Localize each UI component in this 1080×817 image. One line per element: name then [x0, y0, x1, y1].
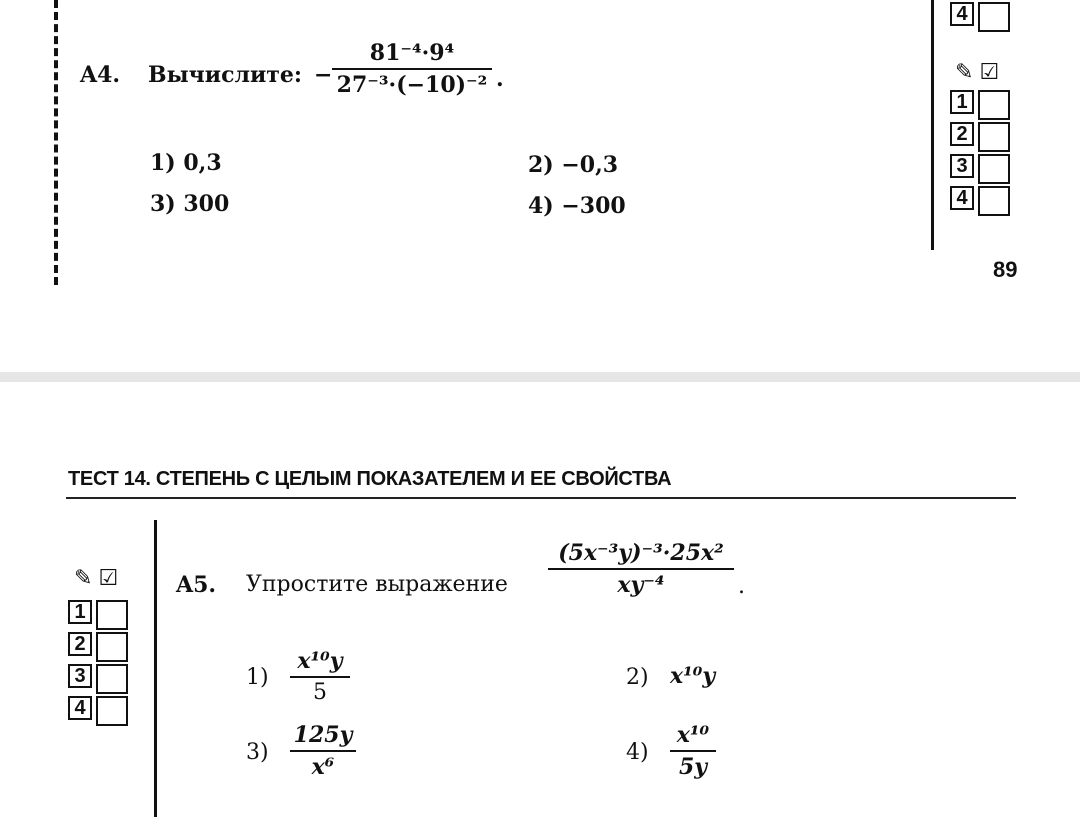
answer-checkbox-3[interactable] [96, 664, 128, 694]
fraction-bar [290, 750, 356, 752]
fraction-numerator: (5x⁻³y)⁻³·25x² [558, 540, 724, 566]
answer-grid-header [955, 62, 999, 84]
fraction-numerator: 81⁻⁴·9⁴ [369, 40, 455, 66]
fraction-denominator: x⁶ [311, 754, 335, 780]
page-separator [0, 372, 1080, 382]
fraction-numerator: x¹⁰ [676, 722, 710, 748]
answer-option-2: 2) −0,3 [528, 152, 619, 178]
fraction-denominator: 27⁻³·(−10)⁻² [336, 72, 488, 98]
answer-label-3: 3) [246, 740, 269, 765]
pencil-crossed-icon: ✎ [955, 60, 974, 85]
question-label-a4: A4. [80, 62, 121, 88]
answer-option-1-fraction [290, 648, 350, 705]
number-box-3: 3 [68, 664, 92, 688]
page-number: 89 [993, 257, 1018, 282]
title-underline [66, 497, 1016, 499]
number-box-1: 1 [950, 90, 974, 114]
fraction-bar [332, 68, 492, 70]
question-label-a5: A5. [176, 572, 217, 598]
answer-grid-top-partial [950, 2, 1010, 34]
answer-column-divider [931, 0, 934, 250]
pencil-crossed-icon: ✎ [74, 566, 93, 591]
answer-label-1: 1) [246, 665, 269, 690]
fraction-bar [670, 750, 716, 752]
page-bottom [0, 382, 1080, 817]
number-box-2: 2 [68, 632, 92, 656]
answer-option-3: 3) 300 [150, 191, 230, 217]
number-box-1: 1 [68, 600, 92, 624]
fraction-denominator: 5y [678, 754, 708, 780]
answer-option-4-fraction [670, 722, 716, 780]
fraction-bar [290, 676, 350, 678]
test-title: ТЕСТ 14. СТЕПЕНЬ С ЦЕЛЫМ ПОКАЗАТЕЛЕМ И ЕЕ СВОЙСТВА [68, 468, 672, 490]
answer-option-4: 4) −300 [528, 193, 626, 219]
fraction-a4 [332, 40, 492, 98]
minus-sign: − [314, 62, 333, 88]
answer-checkbox-4[interactable] [96, 696, 128, 726]
fraction-bar [548, 568, 734, 570]
answer-grid-header-a5 [74, 568, 118, 590]
answer-label-4: 4) [626, 740, 649, 765]
number-box-3: 3 [950, 154, 974, 178]
answer-checkbox-1[interactable] [978, 90, 1010, 120]
checkbox-checked-icon: ☑ [979, 60, 1000, 85]
fraction-a5 [548, 540, 734, 598]
answer-checkbox[interactable] [978, 2, 1010, 32]
cut-dashed-line [54, 0, 58, 285]
answer-checkbox-1[interactable] [96, 600, 128, 630]
fraction-numerator: x¹⁰y [297, 648, 343, 674]
answer-column-divider-left [154, 520, 157, 817]
question-prompt-a4: Вычислите: [148, 62, 303, 88]
number-box-4: 4 [68, 696, 92, 720]
answer-option-3-fraction [290, 722, 356, 780]
question-prompt-a5: Упростите выражение [246, 572, 508, 597]
answer-option-2: x¹⁰y [670, 663, 716, 689]
answer-grid-a5 [68, 600, 128, 728]
answer-grid-a4 [950, 90, 1010, 218]
answer-checkbox-3[interactable] [978, 154, 1010, 184]
answer-checkbox-4[interactable] [978, 186, 1010, 216]
page-top [0, 0, 1080, 372]
fraction-denominator: xy⁻⁴ [617, 572, 665, 598]
fraction-denominator: 5 [313, 680, 327, 705]
end-dot: . [738, 574, 745, 599]
answer-option-1: 1) 0,3 [150, 150, 222, 176]
answer-label-2: 2) [626, 665, 649, 690]
answer-checkbox-2[interactable] [96, 632, 128, 662]
answer-checkbox-2[interactable] [978, 122, 1010, 152]
end-dot: . [496, 66, 504, 92]
number-box-2: 2 [950, 122, 974, 146]
number-box-4: 4 [950, 186, 974, 210]
number-box: 4 [950, 2, 974, 26]
checkbox-checked-icon: ☑ [98, 566, 119, 591]
fraction-numerator: 125y [293, 722, 353, 748]
